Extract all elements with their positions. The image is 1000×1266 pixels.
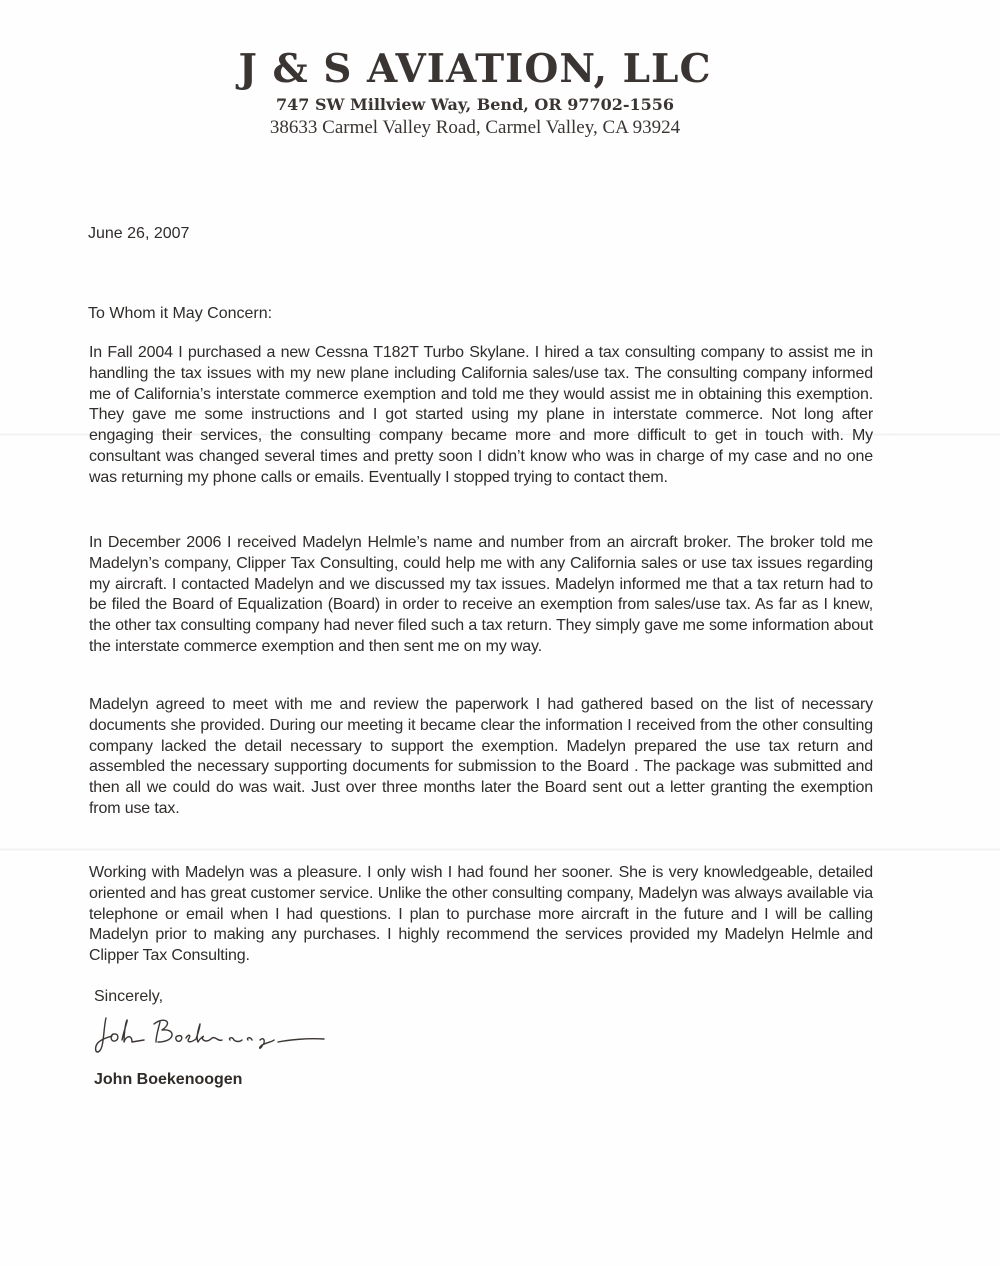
letterhead [0,46,950,140]
company-name: J & S AVIATION, LLC [238,46,712,92]
signer-name: John Boekenoogen [94,1071,243,1088]
closing: Sincerely, [94,988,164,1005]
address-line-1: 747 SW Millview Way, Bend, OR 97702-1556 [275,95,675,114]
body-paragraph-2: In December 2006 I received Madelyn Helmle’s name and number from an aircraft broker. The broker told me Madelyn’s company, Clipper Tax Consulting, could help me with any California sales or use tax issues regarding my aircraft. I contacted Madelyn and we discussed my tax issues. Madelyn informed me that a tax return had to be filed the Board of Equalization (Board) in order to receive an exemption from sales/use tax. As far as I knew, the other tax consulting company had never filed such a tax return. They simply gave me some information about the interstate commerce exemption and then sent me on my way. [89,534,873,655]
address-line-2: 38633 Carmel Valley Road, Carmel Valley, CA 93924 [269,117,681,138]
salutation: To Whom it May Concern: [88,305,273,322]
paper-fold-line [0,848,1000,851]
letter-date: June 26, 2007 [88,225,190,242]
body-paragraph-3: Madelyn agreed to meet with me and review the paperwork I had gathered based on the list of necessary documents she provided. During our meeting it became clear the information I received from the other consulting company lacked the detail necessary to support the exemption. Madelyn prepared the use tax return and assembled the necessary supporting documents for submission to the Board . The package was submitted and then all we could do was wait. Just over three months later the Board sent out a letter granting the exemption from use tax. [89,696,873,817]
signature-icon [92,1012,332,1060]
body-paragraph-1: In Fall 2004 I purchased a new Cessna T182T Turbo Skylane. I hired a tax consulting company to assist me in handling the tax issues with my new plane including California sales/use tax. The consulting company informed me of California’s interstate commerce exemption and told me they would assist me in obtaining this exemption. They gave me some instructions and I got started using my plane in interstate commerce. Not long after engaging their services, the consulting company became more and more difficult to get in touch with. My consultant was changed several times and pretty soon I didn’t know who was in charge of my case and no one was returning my phone calls or emails. Eventually I stopped trying to contact them. [89,344,873,486]
body-paragraph-4: Working with Madelyn was a pleasure. I only wish I had found her sooner. She is very knowledgeable, detailed oriented and has great customer service. Unlike the other consulting company, Madelyn was always available via telephone or email when I had questions. I plan to purchase more aircraft in the future and I will be calling Madelyn prior to making any purchases. I highly recommend the services provided my Madelyn Helmle and Clipper Tax Consulting. [89,864,873,965]
